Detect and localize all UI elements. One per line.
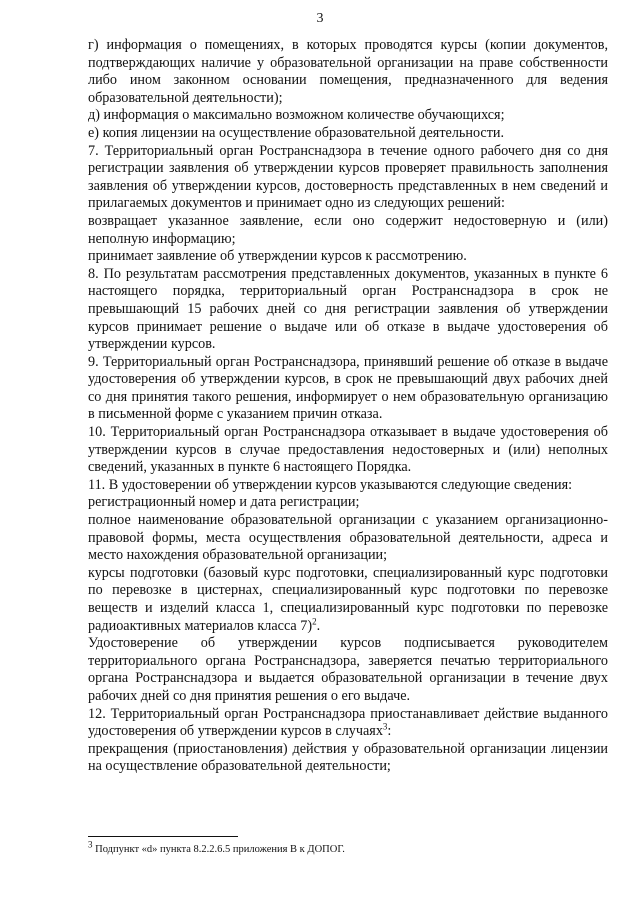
paragraph-12	[88, 706, 608, 741]
footnote-ref: 2	[312, 615, 317, 626]
paragraph-7-option-accept	[88, 248, 608, 266]
paragraph-9	[88, 354, 608, 424]
paragraph-text: 9. Территориальный орган Ространснадзора, принявший решение об отказе в выдаче удостоверения об утверждении курсов, в срок не превышающий двух рабочих дней со дня принятия такого решения, информирует о нем образовательную организацию в письменной форме с указанием причин отказа.	[88, 353, 608, 423]
paragraph-text: 11. В удостоверении об утверждении курсов указываются следующие сведения:	[88, 476, 573, 493]
paragraph-text: прекращения (приостановления) действия у образовательной организации лицензии на осуществление образовательной деятельности;	[88, 740, 608, 775]
paragraph-g	[88, 37, 608, 107]
paragraph-11-signature	[88, 635, 608, 705]
paragraph-text: е) копия лицензии на осуществление образовательной деятельности.	[88, 124, 505, 141]
paragraph-text: д) информация о максимально возможном количестве обучающихся;	[88, 107, 505, 124]
paragraph-text: 10. Территориальный орган Ространснадзора отказывает в выдаче удостоверения об утверждении курсов в случае предоставления недостоверных и (или) неполных сведений, указанных в пункте 6 настоящего Порядка.	[88, 424, 608, 476]
paragraph-7	[88, 143, 608, 213]
page-number: 3	[316, 11, 324, 26]
paragraph-11-reg-number	[88, 494, 608, 512]
paragraph-11-full-name	[88, 512, 608, 565]
paragraph-10	[88, 424, 608, 477]
paragraph-text: курсы подготовки (базовый курс подготовки, специализированный курс подготовки по перевозке в цистернах, специализированный курс подготовки по перевозке веществ и изделий класса 1, специализированный курс подготовки по перевозке радиоактивных материалов класса 7)	[88, 564, 608, 634]
paragraph-text: 8. По результатам рассмотрения представленных документов, указанных в пункте 6 настоящего порядка, территориальный орган Ространснадзора в срок не превышающий 15 рабочих дней со дня регистрации заявления об утверждении курсов принимает решение о выдаче или об отказе в выдаче удостоверения об утверждении курсов.	[88, 265, 608, 353]
footnote-mark: 3	[88, 839, 93, 850]
paragraph-7-option-return	[88, 213, 608, 248]
paragraph-text: г) информация о помещениях, в которых проводятся курсы (копии документов, подтверждающих наличие у образовательной организации на праве собственности либо ином законном основании помещения, предназначенного для ведения образовательной деятельности);	[88, 37, 608, 106]
footnote-text: Подпункт «d» пункта 8.2.2.6.5 приложения В к ДОПОГ.	[92, 844, 345, 855]
paragraph-text: принимает заявление об утверждении курсов к рассмотрению.	[88, 248, 467, 265]
paragraph-d	[88, 107, 608, 125]
paragraph-11-courses: курсы подготовки (базовый курс подготовки, специализированный курс подготовки по перевозке в цистернах, специализированный курс подготовки по перевозке веществ и изделий класса 1, специализированный курс подготовки по перевозке радиоактивных материалов класса 7)$^2$.	[88, 564, 608, 634]
paragraph-e	[88, 125, 608, 143]
footnote-ref: 3	[382, 721, 388, 732]
paragraph-text: Удостоверение об утверждении курсов подписывается руководителем территориального органа Ространснадзора, заверяется печатью территориального органа Ространснадзора и выдается образовательной организации в течение двух рабочих дней со дня принятия решения о его выдаче.	[88, 635, 608, 704]
paragraph-text: регистрационный номер и дата регистрации;	[88, 494, 360, 511]
document-body	[88, 37, 608, 776]
paragraph-12-termination	[88, 741, 608, 776]
paragraph-text: 7. Территориальный орган Ространснадзора в течение одного рабочего дня со дня регистрации заявления об утверждении курсов проверяет правильность заполнения заявления об утверждении курсов, достоверность представленных в нем сведений и прилагаемых документов и принимает одно из следующих решений:	[88, 142, 608, 212]
footnote	[88, 839, 608, 856]
paragraph-8	[88, 266, 608, 354]
paragraph-11	[88, 477, 608, 495]
footnote-divider	[88, 836, 238, 837]
paragraph-text: :	[387, 723, 392, 740]
paragraph-text: возвращает указанное заявление, если оно содержит недостоверную и (или) неполную информацию;	[88, 212, 608, 247]
paragraph-text: 12. Территориальный орган Ространснадзора приостанавливает действие выданного удостоверения об утверждении курсов в случаях	[88, 705, 608, 740]
paragraph-text: полное наименование образовательной организации с указанием организационно-правовой формы, места осуществления образовательной деятельности, адреса и место нахождения образовательной организации;	[88, 512, 608, 564]
